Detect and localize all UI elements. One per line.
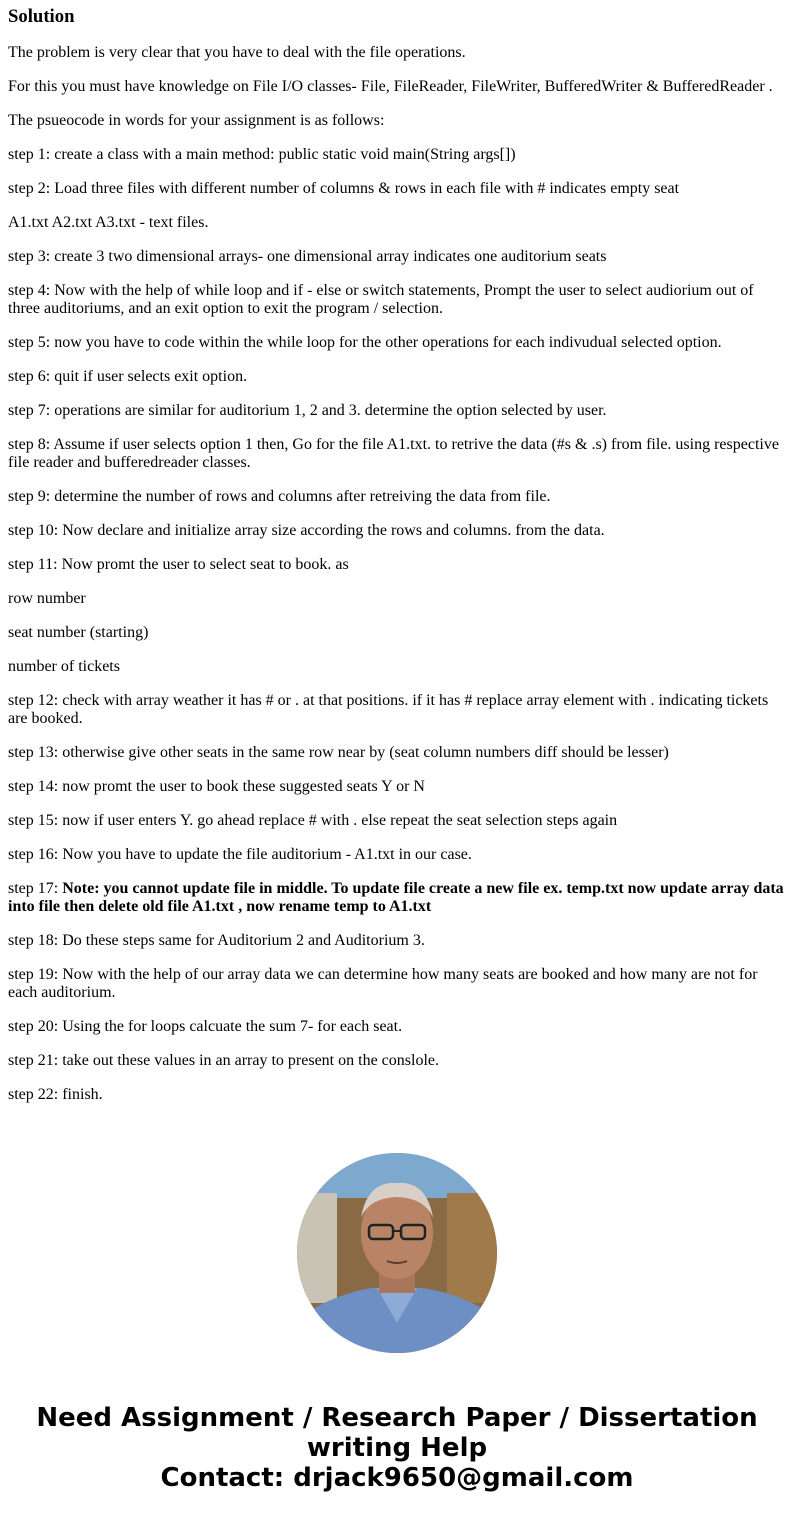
step-paragraph: step 16: Now you have to update the file auditorium - A1.txt in our case.: [8, 846, 472, 863]
contact-banner: [0, 1403, 794, 1493]
step-17-prefix: step 17:: [8, 880, 63, 897]
step-paragraph: step 15: now if user enters Y. go ahead replace # with . else repeat the seat selection steps again: [8, 812, 618, 829]
step-paragraph: step 21: take out these values in an array to present on the conslole.: [8, 1052, 439, 1069]
step-paragraph: step 8: Assume if user selects option 1 then, Go for the file A1.txt. to retrive the data (#s & .s) from file. using respective file reader and bufferedreader classes.: [8, 436, 779, 471]
step-paragraph: The problem is very clear that you have to deal with the file operations.: [8, 44, 466, 61]
contact-email: Contact: drjack9650@gmail.com: [160, 1463, 634, 1493]
step-paragraph: step 22: finish.: [8, 1086, 103, 1103]
step-paragraph: step 13: otherwise give other seats in the same row near by (seat column numbers diff should be lesser): [8, 744, 669, 761]
step-17-note: Note: you cannot update file in middle. To update file create a new file ex. temp.txt now update array data into file then delete old file A1.txt , now rename temp to A1.txt: [8, 880, 784, 915]
solution-content: [8, 6, 786, 1120]
author-photo: [297, 1153, 497, 1353]
step-paragraph: step 4: Now with the help of while loop and if - else or switch statements, Prompt the user to select audiorium out of three auditoriums, and an exit option to exit the program / selection.: [8, 282, 754, 317]
step-paragraph: step 1: create a class with a main method: public static void main(String args[]): [8, 146, 516, 163]
step-paragraph: For this you must have knowledge on File I/O classes- File, FileReader, FileWriter, BufferedWriter & BufferedReader .: [8, 78, 773, 95]
banner-line-2: writing Help: [306, 1433, 488, 1463]
step-paragraph: The psueocode in words for your assignment is as follows:: [8, 112, 385, 129]
step-paragraph: A1.txt A2.txt A3.txt - text files.: [8, 214, 209, 231]
step-paragraph: step 14: now promt the user to book these suggested seats Y or N: [8, 778, 425, 795]
solution-heading: Solution: [8, 6, 75, 27]
banner-line-1: Need Assignment / Research Paper / Dissertation: [36, 1403, 758, 1433]
step-paragraph: step 11: Now promt the user to select seat to book. as: [8, 556, 349, 573]
step-paragraph: step 10: Now declare and initialize array size according the rows and columns. from the data.: [8, 522, 605, 539]
step-paragraph: seat number (starting): [8, 624, 149, 641]
steps-after: [8, 932, 786, 1104]
step-paragraph: row number: [8, 590, 86, 607]
step-paragraph: step 12: check with array weather it has # or . at that positions. if it has # replace array element with . indicating tickets are booked.: [8, 692, 769, 727]
step-paragraph: step 6: quit if user selects exit option.: [8, 368, 248, 385]
step-paragraph: step 20: Using the for loops calcuate the sum 7- for each seat.: [8, 1018, 403, 1035]
step-paragraph: step 9: determine the number of rows and columns after retreiving the data from file.: [8, 488, 551, 505]
step-paragraph: step 2: Load three files with different number of columns & rows in each file with # indicates empty seat: [8, 180, 680, 197]
step-paragraph: step 5: now you have to code within the while loop for the other operations for each indivudual selected option.: [8, 334, 722, 351]
step-paragraph: step 7: operations are similar for auditorium 1, 2 and 3. determine the option selected by user.: [8, 402, 607, 419]
steps-before: [8, 44, 786, 864]
step-paragraph: step 19: Now with the help of our array data we can determine how many seats are booked and how many are not for each auditorium.: [8, 966, 758, 1001]
step-paragraph: number of tickets: [8, 658, 120, 675]
step-17-paragraph: [8, 880, 786, 916]
step-paragraph: step 3: create 3 two dimensional arrays- one dimensional array indicates one auditorium seats: [8, 248, 607, 265]
step-paragraph: step 18: Do these steps same for Auditorium 2 and Auditorium 3.: [8, 932, 425, 949]
author-portrait-image: [297, 1153, 497, 1353]
